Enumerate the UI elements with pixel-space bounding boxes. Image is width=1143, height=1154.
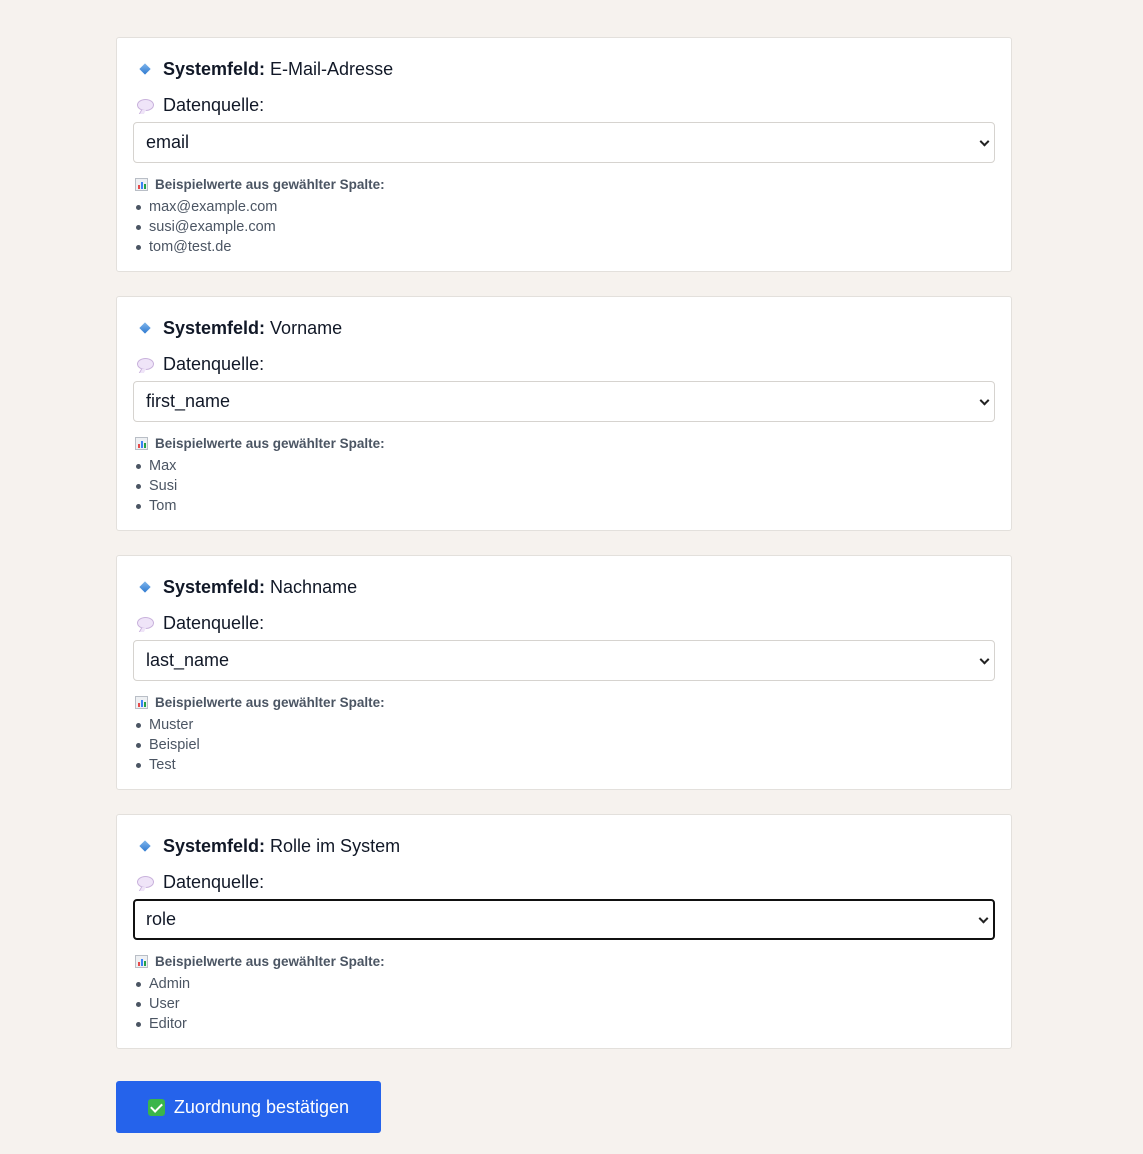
blue-diamond-icon: [139, 322, 150, 333]
system-field-name: Rolle im System: [270, 835, 401, 856]
samples-heading-text: Beispielwerte aus gewählter Spalte:: [155, 954, 385, 969]
bar-chart-icon: [135, 696, 148, 709]
samples-heading-text: Beispielwerte aus gewählter Spalte:: [155, 695, 385, 710]
list-item: Test: [149, 755, 200, 775]
select-value: email: [146, 132, 190, 152]
sample-values-list: [149, 974, 190, 1034]
system-field-label: Systemfeld:: [163, 317, 266, 338]
speech-bubble-icon: [137, 876, 154, 888]
speech-bubble-icon: [137, 617, 154, 629]
data-source-select[interactable]: [133, 640, 995, 681]
data-source-select[interactable]: [133, 122, 995, 163]
system-field-name: Vorname: [270, 317, 343, 338]
data-source-select[interactable]: [133, 899, 995, 940]
list-item: Editor: [149, 1014, 190, 1034]
blue-diamond-icon: [139, 840, 150, 851]
system-field-label: Systemfeld:: [163, 58, 266, 79]
chevron-down-icon: [979, 913, 989, 923]
check-mark-button-icon: [148, 1099, 165, 1116]
system-field-title: [137, 834, 400, 858]
list-item: Muster: [149, 715, 200, 735]
blue-diamond-icon: [139, 581, 150, 592]
system-field-label: Systemfeld:: [163, 576, 266, 597]
mapping-card-email: [116, 37, 1012, 272]
list-item: Beispiel: [149, 737, 200, 753]
bar-chart-icon: [135, 178, 148, 191]
speech-bubble-icon: [137, 99, 154, 111]
samples-heading-text: Beispielwerte aus gewählter Spalte:: [155, 436, 385, 451]
list-item: Tom: [149, 498, 177, 514]
mapping-card-first-name: [116, 296, 1012, 531]
mapping-list: [116, 37, 1012, 1073]
data-source-label: [137, 352, 264, 376]
chevron-down-icon: [980, 395, 990, 405]
data-source-text: Datenquelle:: [163, 871, 265, 892]
chevron-down-icon: [980, 654, 990, 664]
data-source-label: [137, 611, 264, 635]
sample-values-list: [149, 715, 200, 775]
data-source-label: [137, 870, 264, 894]
confirm-mapping-button[interactable]: [116, 1081, 381, 1133]
blue-diamond-icon: [139, 63, 150, 74]
system-field-label: Systemfeld:: [163, 835, 266, 856]
mapping-card-last-name: [116, 555, 1012, 790]
chevron-down-icon: [980, 136, 990, 146]
data-source-label: [137, 93, 264, 117]
speech-bubble-icon: [137, 358, 154, 370]
system-field-title: [137, 316, 342, 340]
data-source-text: Datenquelle:: [163, 353, 265, 374]
samples-heading: [135, 436, 385, 451]
list-item: Admin: [149, 976, 191, 992]
list-item: Max: [149, 458, 177, 474]
select-value: last_name: [146, 650, 230, 670]
mapping-card-role: [116, 814, 1012, 1049]
bar-chart-icon: [135, 955, 148, 968]
list-item: tom@test.de: [149, 237, 277, 257]
data-source-select[interactable]: [133, 381, 995, 422]
samples-heading: [135, 954, 385, 969]
confirm-button-label: Zuordnung bestätigen: [173, 1096, 350, 1117]
data-source-text: Datenquelle:: [163, 612, 265, 633]
list-item: User: [149, 994, 190, 1014]
samples-heading: [135, 695, 385, 710]
select-value: first_name: [146, 391, 231, 411]
sample-values-list: [149, 456, 177, 516]
system-field-name: Nachname: [270, 576, 358, 597]
select-value: role: [146, 909, 177, 929]
list-item: Susi: [149, 478, 178, 494]
data-source-text: Datenquelle:: [163, 94, 265, 115]
system-field-title: [137, 57, 393, 81]
samples-heading: [135, 177, 385, 192]
samples-heading-text: Beispielwerte aus gewählter Spalte:: [155, 177, 385, 192]
system-field-title: [137, 575, 357, 599]
bar-chart-icon: [135, 437, 148, 450]
system-field-name: E-Mail-Adresse: [270, 58, 394, 79]
list-item: max@example.com: [149, 199, 278, 215]
list-item: susi@example.com: [149, 219, 276, 235]
sample-values-list: [149, 197, 277, 257]
